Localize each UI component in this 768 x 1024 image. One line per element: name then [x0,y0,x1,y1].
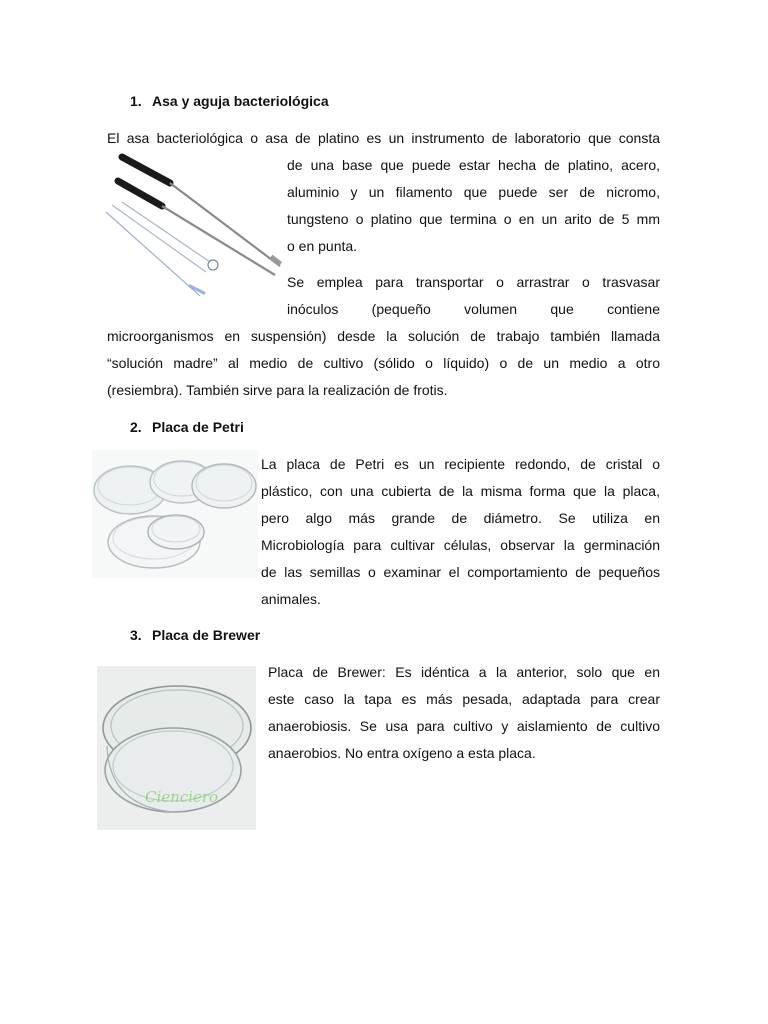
section-title: Asa y aguja bacteriológica [152,93,329,109]
section-number: 2. [130,419,142,435]
paragraph-line: de una base que puede estar hecha de platino, acero, [287,157,660,173]
paragraph-line: (resiembra). También sirve para la realización de frotis. [107,382,448,398]
paragraph-line: pero algo más grande de diámetro. Se utiliza en [261,510,660,526]
paragraph-line: “solución madre” al medio de cultivo (sólido o líquido) o de un medio a otro [107,355,660,371]
section-number: 3. [130,627,142,643]
bacteriological-loop-image [100,150,286,296]
paragraph-line: Se emplea para transportar o arrastrar o trasvasar [287,274,660,290]
watermark-logo: Cienciero [145,788,219,806]
paragraph-line: anaerobiosis. Se usa para cultivo y aislamiento de cultivo [268,718,660,734]
brewer-dish-image [97,666,256,830]
paragraph-line: de las semillas o examinar el comportamiento de pequeños [261,564,660,580]
paragraph-line: Microbiología para cultivar células, observar la germinación [261,537,660,553]
paragraph-line: inóculos (pequeño volumen que contiene [287,301,660,317]
paragraph-line: anaerobios. No entra oxígeno a esta placa. [268,745,536,761]
section-1-heading [130,93,329,109]
section-3-heading [130,627,260,643]
paragraph-line: La placa de Petri es un recipiente redondo, de cristal o [261,456,660,472]
paragraph-line: Placa de Brewer: Es idéntica a la anterior, solo que en [268,664,660,680]
loop-and-needle-icon [100,150,286,296]
section-number: 1. [130,93,142,109]
paragraph-line: este caso la tapa es más pesada, adaptada para crear [268,691,660,707]
paragraph-line: plástico, con una cubierta de la misma forma que la placa, [261,483,660,499]
paragraph-line: tungsteno o platino que termina o en un arito de 5 mm [287,211,660,227]
section-title: Placa de Petri [152,419,244,435]
paragraph-line: microorganismos en suspensión) desde la solución de trabajo también llamada [107,328,660,344]
paragraph-line: animales. [261,591,321,607]
paragraph-line: El asa bacteriológica o asa de platino es un instrumento de laboratorio que consta [107,130,660,146]
brewer-dish-icon [97,666,256,830]
petri-dish-icon [92,450,258,578]
paragraph-line: o en punta. [287,238,358,254]
section-title: Placa de Brewer [152,627,261,643]
section-2-heading [130,419,244,435]
paragraph-line: aluminio y un filamento que puede ser de nicromo, [287,184,660,200]
petri-dishes-image [92,450,258,578]
